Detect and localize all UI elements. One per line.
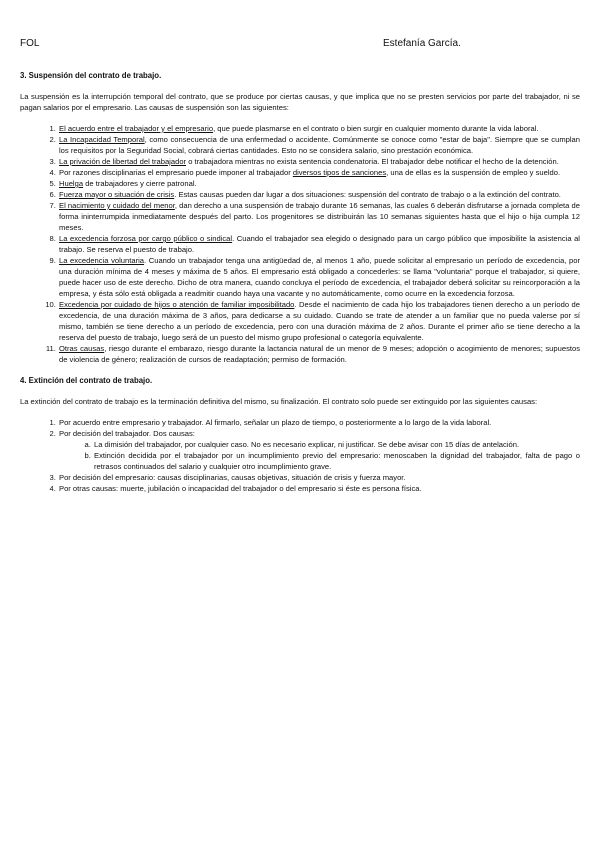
list-item — [58, 178, 580, 189]
item-text: de trabajadores y cierre patronal. — [83, 179, 197, 188]
item-text: Por decisión del trabajador. Dos causas: — [59, 429, 195, 438]
item-text: , que puede plasmarse en el contrato o bien surgir en cualquier momento durante la vida laboral. — [213, 124, 539, 133]
sublist-item: a. La dimisión del trabajador, por cualquier caso. No es necesario explicar, ni justificar. Se debe avisar con 15 días de antelación. — [93, 439, 580, 450]
list-item: 4. Por otras causas: muerte, jubilación o incapacidad del trabajador o del empresario si éste es persona física. — [58, 483, 580, 494]
item-text: , como consecuencia de una enfermedad o accidente. Comúnmente se conoce como "estar de baja". Siempre que se cumplan los requisitos por la Seguridad Social, cobrará ciertas cantidades. Esto no se considera salario, sino prestación económica. — [59, 135, 581, 155]
extinction-causes-list — [20, 417, 580, 494]
list-item — [58, 343, 580, 365]
list-item — [58, 189, 580, 200]
list-item — [58, 123, 580, 134]
item-underlined: El acuerdo entre el trabajador y el empresario — [59, 124, 214, 133]
section4-intro: La extinción del contrato de trabajo es la terminación definitiva del mismo, su finalización. El contrato solo puede ser extinguido por las siguientes causas: — [20, 397, 538, 406]
item-underlined: El nacimiento y cuidado del menor — [59, 201, 175, 210]
item-underlined: La excedencia forzosa por cargo público o sindical — [59, 234, 233, 243]
list-item: 1. Por acuerdo entre empresario y trabajador. Al firmarlo, señalar un plazo de tiempo, o posteriormente a lo largo de la vida laboral. — [58, 417, 580, 428]
suspension-causes-list — [20, 123, 580, 365]
list-item: 3. Por decisión del empresario: causas disciplinarias, causas objetivas, situación de crisis y fuerza mayor. — [58, 472, 580, 483]
document-body — [20, 70, 580, 504]
item-underlined: Otras causas — [59, 344, 105, 353]
section3-title: 3. Suspensión del contrato de trabajo. — [20, 71, 162, 80]
item-text: . Cuando un trabajador tenga una antigüedad de, al menos 1 año, puede solicitar al empresario un período de excedencia, por una duración mínima de 4 meses y máxima de 5 años. El empresario está obligado a concederles: se llama "voluntaria" porque el trabajador, si quiere, puede hacer uso de este derecho. Dicho de otra manera, cuando concluya el período de excedencia, el trabajador deberá solicitar su reincorporación a la empresa, y ésta sólo está obligada a readmitir cuando haya una vacante y no automáticamente, como ocurre en la excedencia forzosa. — [59, 256, 580, 298]
section4-title: 4. Extinción del contrato de trabajo. — [20, 376, 153, 385]
list-item — [58, 428, 580, 472]
item-text: , dan derecho a una suspensión de trabajo durante 16 semanas, las cuales 6 deberán disfrutarse a jornada completa de forma ininterrumpida inmediatamente después del parto. Los progenitores se distribuirán las 10 semanas siguientes hasta que el hijo o hija cumpla 12 meses. — [59, 201, 580, 232]
item-text: . Cuando el trabajador sea elegido o designado para un cargo público que imposibilite la asistencia al trabajo. Se reserva el puesto de trabajo. — [59, 234, 580, 254]
item-underlined: Huelga — [59, 179, 84, 188]
item-text: , una de ellas es la suspensión de empleo y sueldo. — [386, 168, 561, 177]
list-item — [58, 233, 580, 255]
list-item — [58, 134, 580, 156]
list-item — [58, 255, 580, 299]
list-item — [58, 200, 580, 233]
worker-decision-sublist — [59, 439, 580, 472]
item-underlined: La excedencia voluntaria — [59, 256, 145, 265]
item-text: . Desde el nacimiento de cada hijo los trabajadores tienen derecho a un período de excedencia, de una duración máxima de 3 años, para dedicarse a su cuidado. Cuando se trate de atender a un familiar que no pueda valerse por sí mismo, también se tiene derecho a un período de excedencia, pero con una duración máxima de 2 años. Durante el primer año se tiene derecho a la reserva del puesto de trabajo, luego será de un puesto del mismo grupo profesional o categoría equivalente. — [59, 300, 581, 342]
sublist-item: b. Extinción decidida por el trabajador por un incumplimiento previo del empresario: menoscaben la dignidad del trabajador, falta de pago o retrasos continuados del salario y cualquier otro incumplimiento grave. — [93, 450, 580, 472]
header-subject: FOL — [20, 38, 40, 49]
item-text-pre: Por razones disciplinarias el empresario puede imponer al trabajador — [59, 168, 293, 177]
list-item — [58, 167, 580, 178]
item-underlined: Excedencia por cuidado de hijos o atención de familiar imposibilitado — [59, 300, 295, 309]
item-underlined: La privación de libertad del trabajador — [59, 157, 187, 166]
item-text: , riesgo durante el embarazo, riesgo durante la lactancia natural de un menor de 9 meses; adopción o acogimiento de menores; supuestos de violencia de género; realización de cursos de readaptación; permiso de formación. — [59, 344, 580, 364]
item-text: o trabajadora mientras no exista sentencia condenatoria. El trabajador debe notificar el hecho de la detención. — [186, 157, 559, 166]
list-item — [58, 299, 580, 343]
item-text: . Estas causas pueden dar lugar a dos situaciones: suspensión del contrato de trabajo o a la extinción del contrato. — [174, 190, 561, 199]
item-underlined: La Incapacidad Temporal — [59, 135, 145, 144]
section3-intro: La suspensión es la interrupción temporal del contrato, que se produce por ciertas causas, y que implica que no se presten servicios por parte del trabajador, ni se pagan salarios por el empresario. Las causas de suspensión son las siguientes: — [20, 92, 580, 112]
header-author: Estefanía García. — [383, 38, 461, 49]
list-item — [58, 156, 580, 167]
item-underlined: diversos tipos de sanciones — [292, 168, 387, 177]
item-underlined: Fuerza mayor o situación de crisis — [59, 190, 175, 199]
